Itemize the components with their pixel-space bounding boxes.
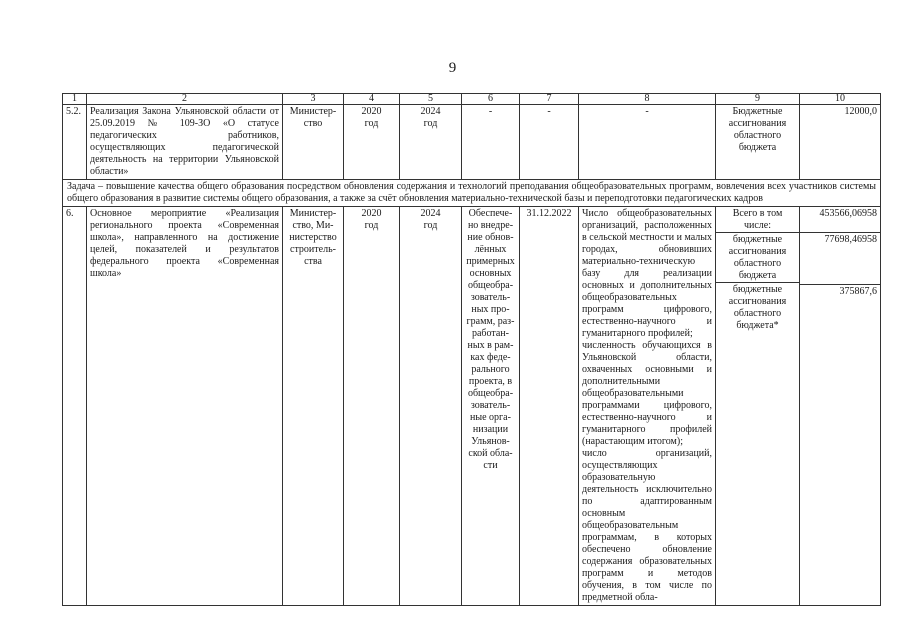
measure-name: Основное мероприятие «Реализация регионального проекта «Современная школа», направленного на достижение целей, показателей и результатов федерального проекта «Современная школа» xyxy=(87,207,283,606)
expected-result: Обеспече- но внедре- ние обнов- лённых примерных основных общеобра- зователь- ных про- грамм, раз- работан- ных в рам- ках феде- рального проекта, в общеобра- зователь- ные орга- низации Ульянов- ской обла- сти xyxy=(462,207,520,606)
funding-amount: 375867,6 xyxy=(800,284,880,298)
expected-result: - xyxy=(462,105,520,180)
start-year: 2020 год xyxy=(344,207,400,606)
funding-source: Всего в том числе: xyxy=(732,208,783,231)
column-header: 3 xyxy=(283,94,344,105)
task-text: Задача – повышение качества общего образования посредством обновления содержания и технологий преподавания общеобразовательных программ, вовлечения всех участников системы общего образования в развитие системы общего образования, а также за счёт обновления материально-технической базы и переподготовки педагогических кадров xyxy=(63,180,881,207)
table-row xyxy=(63,105,881,180)
measure-name: Реализация Закона Ульяновской области от 25.09.2019 № 109-ЗО «О статусе педагогических работников, осуществляющих педагогической деятельность на территории Ульяновской области» xyxy=(87,105,283,180)
table-row xyxy=(63,207,881,606)
column-header: 2 xyxy=(87,94,283,105)
task-row xyxy=(63,180,881,207)
column-header: 8 xyxy=(579,94,716,105)
column-header: 5 xyxy=(400,94,462,105)
page-number: 9 xyxy=(448,60,457,76)
funding-amount: 12000,0 xyxy=(800,105,881,180)
funding-source: бюджетные ассигнования областного бюджета xyxy=(716,232,799,282)
program-table xyxy=(62,93,881,606)
indicator: - xyxy=(579,105,716,180)
column-header: 4 xyxy=(344,94,400,105)
funding-amount: 77698,46958 xyxy=(800,232,880,284)
executor: Министер- ство, Ми- нистерство строитель- ства xyxy=(283,207,344,606)
start-year: 2020 год xyxy=(344,105,400,180)
end-year: 2024 год xyxy=(400,105,462,180)
end-year: 2024 год xyxy=(400,207,462,606)
column-header: 10 xyxy=(800,94,881,105)
column-numbers-row xyxy=(63,94,881,105)
column-header: 6 xyxy=(462,94,520,105)
deadline: 31.12.2022 xyxy=(520,207,579,606)
deadline: - xyxy=(520,105,579,180)
funding-sources-cell xyxy=(716,207,800,606)
row-number: 5.2. xyxy=(63,105,87,180)
executor: Министер- ство xyxy=(283,105,344,180)
funding-amount: 453566,06958 xyxy=(819,208,877,219)
funding-amounts-cell xyxy=(800,207,881,606)
funding-source: бюджетные ассигнования областного бюджета* xyxy=(716,282,799,332)
funding-source: Бюджетные ассигнования областного бюджета xyxy=(716,105,800,180)
indicator: Число общеобразовательных организаций, расположенных в сельской местности и малых городах, обновивших материально-техническую базу для реализации основных и дополнительных общеобразовательных программ цифрового, естественно-научного и гуманитарного профилей; численность обучающихся в Ульяновской области, охваченных основными и дополнительными общеобразовательными программами цифрового, естественно-научного и гуманитарного профилей (нарастающим итогом); число организаций, осуществляющих образовательную деятельность исключительно по адаптированным основным общеобразовательным программам, в которых обеспечено обновление содержания образовательных программ и методов обучения, в том числе по предметной обла- xyxy=(579,207,716,606)
column-header: 7 xyxy=(520,94,579,105)
row-number: 6. xyxy=(63,207,87,606)
column-header: 1 xyxy=(63,94,87,105)
column-header: 9 xyxy=(716,94,800,105)
